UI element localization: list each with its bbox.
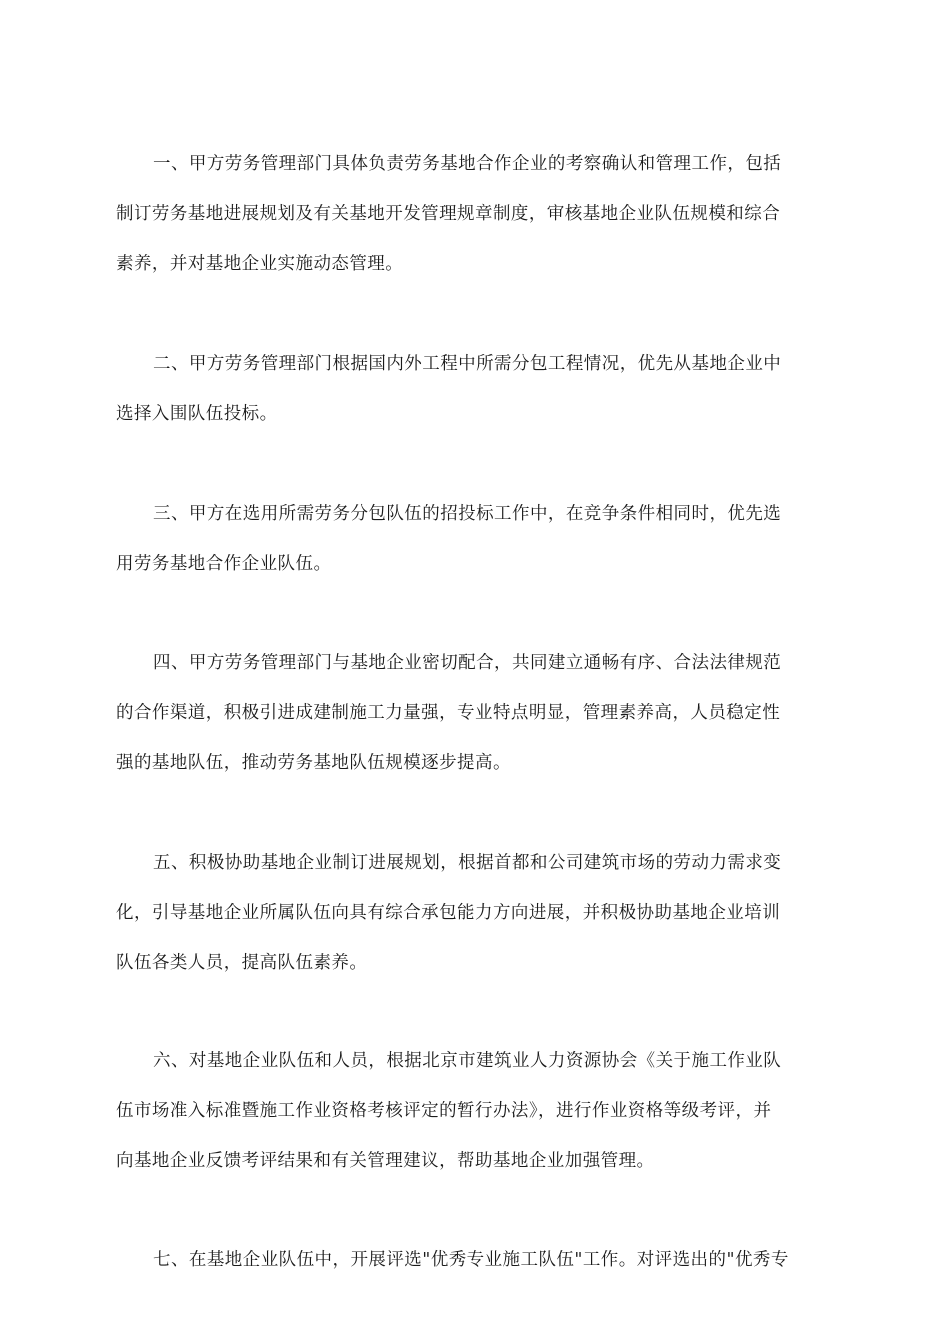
paragraph-line: 队伍各类人员，提高队伍素养。 (116, 953, 368, 973)
paragraph-line: 伍市场准入标准暨施工作业资格考核评定的暂行办法》，进行作业资格等级考评，并 (116, 1101, 772, 1121)
paragraph-line: 化，引导基地企业所属队伍向具有综合承包能力方向进展，并积极协助基地企业培训 (116, 903, 781, 923)
paragraph-line: 三、甲方在选用所需劳务分包队伍的招投标工作中，在竞争条件相同时，优先选 (153, 504, 782, 524)
paragraph-2 (116, 339, 832, 439)
paragraph-5 (116, 838, 832, 988)
paragraph-6 (116, 1036, 832, 1186)
paragraph-line: 制订劳务基地进展规划及有关基地开发管理规章制度，审核基地企业队伍规模和综合 (116, 204, 781, 224)
paragraph-line: 七、在基地企业队伍中，开展评选"优秀专业施工队伍"工作。对评选出的"优秀专 (153, 1250, 789, 1270)
paragraph-line: 向基地企业反馈考评结果和有关管理建议，帮助基地企业加强管理。 (116, 1151, 655, 1171)
paragraph-line: 的合作渠道，积极引进成建制施工力量强，专业特点明显，管理素养高，人员稳定性 (116, 703, 781, 723)
paragraph-line: 六、对基地企业队伍和人员，根据北京市建筑业人力资源协会《关于施工作业队 (153, 1051, 782, 1071)
paragraph-line: 强的基地队伍，推动劳务基地队伍规模逐步提高。 (116, 753, 511, 773)
paragraph-line: 二、甲方劳务管理部门根据国内外工程中所需分包工程情况，优先从基地企业中 (153, 354, 782, 374)
paragraph-1 (116, 139, 832, 289)
paragraph-line: 一、甲方劳务管理部门具体负责劳务基地合作企业的考察确认和管理工作，包括 (153, 154, 782, 174)
paragraph-line: 四、甲方劳务管理部门与基地企业密切配合，共同建立通畅有序、合法法律规范 (153, 653, 782, 673)
paragraph-line: 五、积极协助基地企业制订进展规划，根据首都和公司建筑市场的劳动力需求变 (153, 853, 782, 873)
paragraph-line: 选择入围队伍投标。 (116, 404, 278, 424)
paragraph-7 (116, 1235, 832, 1285)
paragraph-line: 素养，并对基地企业实施动态管理。 (116, 254, 404, 274)
paragraph-3 (116, 489, 832, 589)
paragraph-line: 用劳务基地合作企业队伍。 (116, 554, 332, 574)
paragraph-4 (116, 638, 832, 788)
